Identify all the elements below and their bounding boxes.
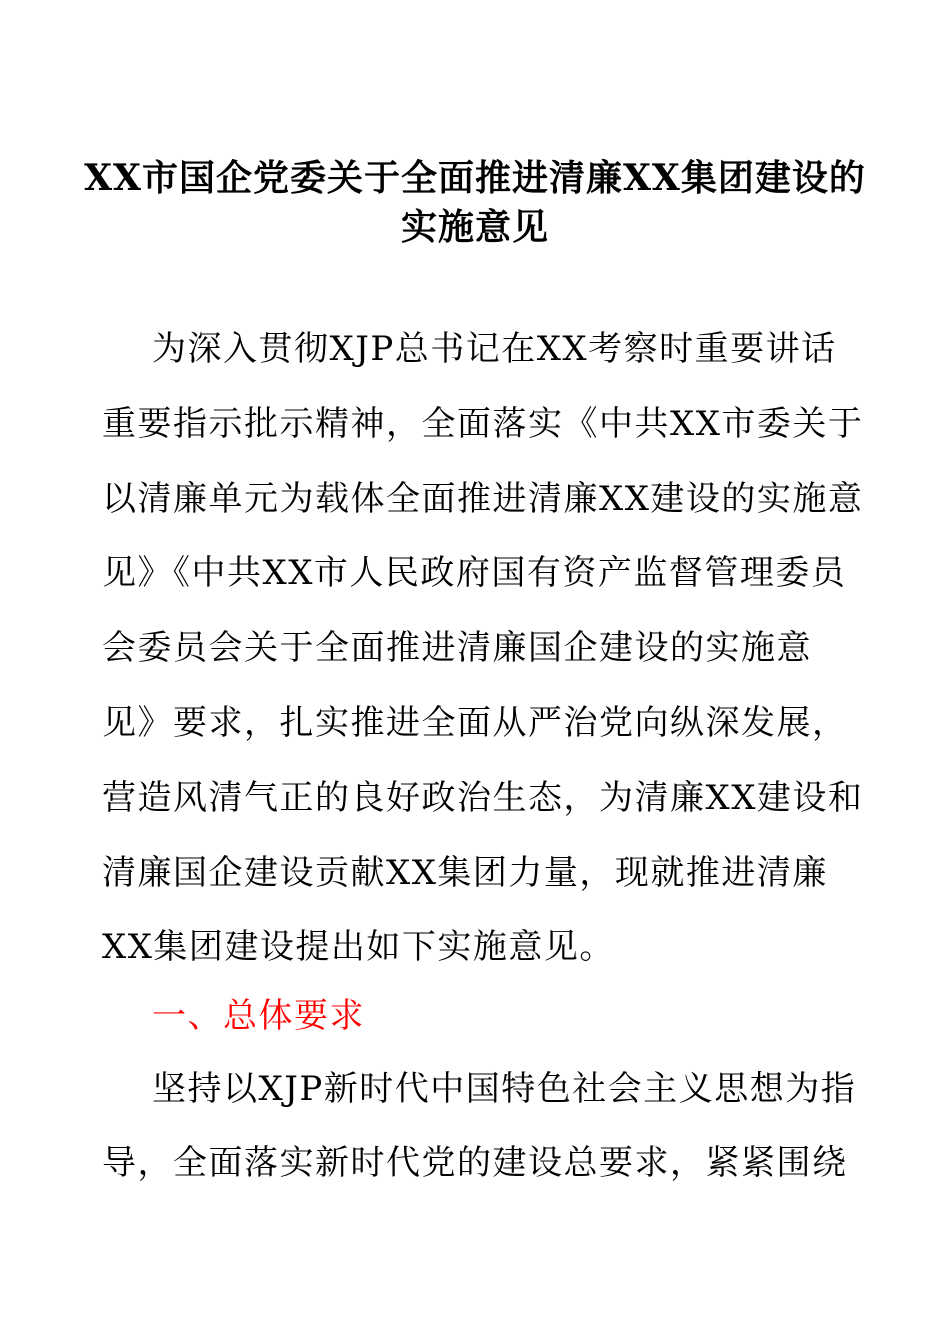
section-heading: 一、总体要求: [152, 996, 365, 1036]
paragraph-line: 见》要求，扎实推进全面从严治党向纵深发展，: [102, 703, 848, 743]
paragraph-line: 营造风清气正的良好政治生态，为清廉XX建设和: [102, 778, 864, 818]
paragraph-line: 见》《中共XX市人民政府国有资产监督管理委员: [102, 553, 847, 593]
paragraph-line: 以清廉单元为载体全面推进清廉XX建设的实施意: [102, 479, 864, 519]
paragraph-line: 清廉国企建设贡献XX集团力量，现就推进清廉: [102, 853, 828, 893]
document-title-line-1: XX市国企党委关于全面推进清廉XX集团建设的: [84, 157, 866, 199]
document-title-line-2: 实施意见: [400, 206, 549, 248]
paragraph-line: 会委员会关于全面推进清廉国企建设的实施意: [102, 628, 812, 668]
paragraph-line: 为深入贯彻XJP总书记在XX考察时重要讲话: [152, 329, 837, 369]
paragraph-line: 重要指示批示精神，全面落实《中共XX市委关于: [102, 404, 864, 444]
paragraph-line: 坚持以XJP新时代中国特色社会主义思想为指: [152, 1069, 857, 1109]
paragraph-line: 导，全面落实新时代党的建设总要求，紧紧围绕: [102, 1143, 848, 1183]
paragraph-line: XX集团建设提出如下实施意见。: [102, 927, 615, 967]
